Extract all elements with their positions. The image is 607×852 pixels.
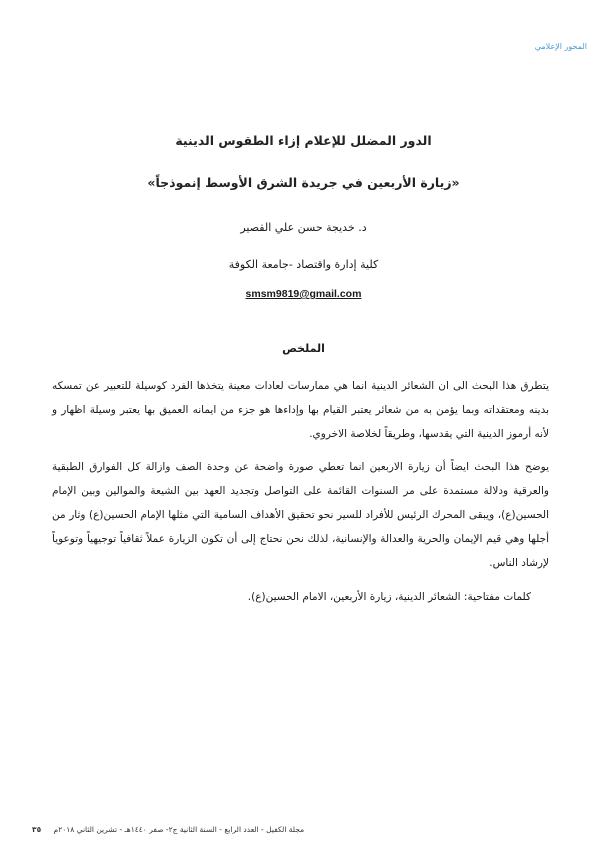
section-header-label: المحور الإعلامي	[534, 42, 587, 51]
author-email-link[interactable]: smsm9819@gmail.com	[245, 288, 362, 300]
article-title-line-1: الدور المضلل للإعلام إزاء الطقوس الدينية	[175, 133, 432, 148]
article-title-line-2: «زيارة الأربعين في جريدة الشرق الأوسط إنموذجاً»	[147, 175, 460, 190]
author-name: د. خديجة حسن علي القصير	[240, 221, 367, 234]
abstract-paragraph-2: يوضح هذا البحث ايضاً أن زيارة الاربعين انما تعطي صورة واضحة عن وحدة الصف وازالة كل الفوارق الطبقية والعرقية ودلالة مستمدة على مر السنوات القائمة على التواصل وتجديد العهد بين الشيعة والموالين وبين الإمام الحسين(ع)، ويبقى المحرك الرئيس للأفراد للسير نحو تحقيق الأهداف السامية التي مثلها الإمام الحسين(ع) وثار من أجلها وهي قيم الإيمان والحرية والعدالة والإنسانية، لذلك نحن نحتاج إلى أن تكون الزيارة عملاً ثقافياً توجيهياً وتوعوياً لإرشاد الناس.	[52, 461, 549, 569]
author-email[interactable]	[0, 288, 607, 300]
page-footer	[32, 825, 304, 834]
journal-info: مجلة الكفيل - العدد الرابع - السنة الثانية ج٢- صفر ١٤٤٠هـ - تشرين الثاني ٢٠١٨م	[53, 825, 305, 834]
page-number: ٣٥	[32, 825, 42, 834]
keywords-line: كلمات مفتاحية: الشعائر الدينية، زيارة الأربعين، الامام الحسين(ع).	[247, 591, 531, 603]
abstract-heading: الملخص	[282, 342, 325, 355]
author-affiliation: كلية إدارة واقتصاد -جامعة الكوفة	[228, 258, 379, 271]
abstract-paragraph-1: يتطرق هذا البحث الى ان الشعائر الدينية انما هي ممارسات لعادات معينة يتخذها الفرد كوسيلة للتعبير عن تمسكه بدينه ومعتقداته وبما يؤمن به من شعائر يعتبر القيام بها وإداءها هو جزء من ايمانه العميق بها يعتبر وسيلة اظهار و لأنه أرموز الدينية التي يقدسها، وطريقاً لخلاصة الاخروي.	[52, 380, 549, 440]
